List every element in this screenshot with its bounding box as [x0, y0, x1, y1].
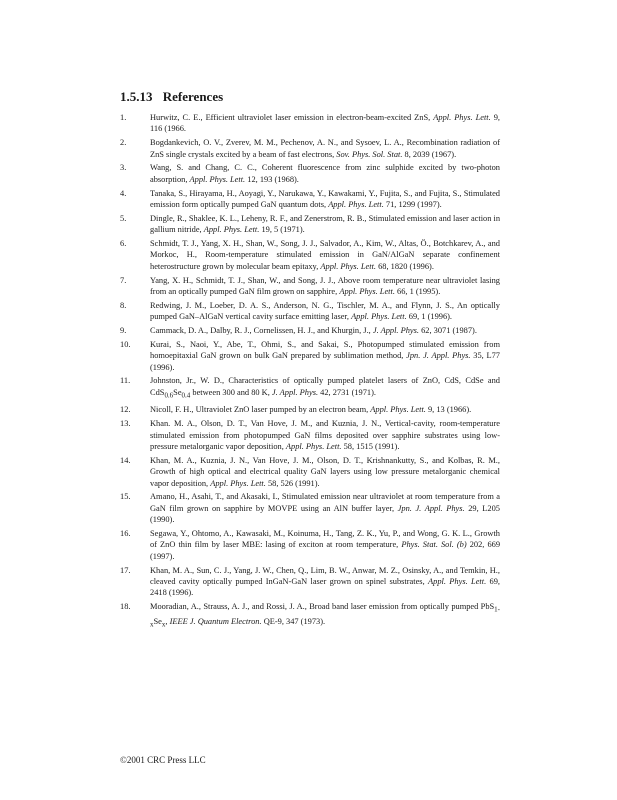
reference-journal: Appl. Phys. Lett.: [203, 225, 260, 235]
reference-number: 13.: [120, 419, 131, 429]
reference-item: [120, 565, 500, 599]
reference-authors-title: Khan. M. A., Olson, D. T., Van Hove, J. M., and Kuznia, J. N., Vertical-cavity, room-temperature stimulated emission from photopumped GaN films deposited over sapphire substrates using low-pressure metalorganic vapor deposition,: [150, 419, 500, 451]
reference-journal: Jpn. J. Appl. Phys.: [406, 351, 471, 361]
reference-volume-year: 66, 1 (1995).: [394, 287, 441, 297]
reference-item: [120, 404, 500, 415]
reference-text: [150, 491, 500, 525]
copyright-footer: ©2001 CRC Press LLC: [120, 755, 206, 765]
reference-text: [150, 404, 500, 415]
reference-number: 4.: [120, 188, 127, 198]
reference-authors-title: Amano, H., Asahi, T., and Akasaki, I., Stimulated emission near ultraviolet at room temperature from a GaN film grown on sapphire by MOVPE using an AlN buffer layer,: [150, 492, 500, 513]
reference-authors-title: Cammack, D. A., Dalby, R. J., Cornelissen, H. J., and Khurgin, J.,: [150, 326, 373, 336]
reference-volume-year: 12, 193 (1968).: [245, 174, 299, 184]
reference-journal: Appl. Phys. Lett.: [320, 261, 376, 271]
reference-item: [120, 528, 500, 562]
reference-text: [150, 300, 500, 323]
reference-authors-title: Dingle, R., Shaklee, K. L., Leheny, R. F., and Zenerstrom, R. B., Stimulated emission and laser action in gallium nitride,: [150, 213, 501, 235]
reference-journal: Appl. Phys. Lett.: [285, 441, 342, 451]
reference-authors-title: Khan, M. A., Sun, C. J., Yang, J. W., Chen, Q., Lim, B. W., Anwar, M. Z., Osinsky, A., and Temkin, H., cleaved cavity optically pumped InGaN-GaN laser grown on spinel substrates,: [150, 565, 500, 586]
reference-text-cont: between 300 and 80 K,: [190, 387, 272, 397]
reference-journal: J. Appl. Phys.: [271, 387, 319, 397]
reference-formula: Se: [153, 617, 162, 627]
reference-authors-title: Kurai, S., Naoi, Y., Abe, T., Ohmi, S., and Sakai, S., Photopumped stimulated emission from homoepitaxial GaN grown on bulk GaN prepared by sublimation method,: [150, 339, 500, 361]
reference-item: [120, 325, 500, 336]
reference-volume-year: 69, 2418 (1996).: [150, 576, 500, 598]
reference-volume-year: QE-9, 347 (1973).: [261, 617, 326, 627]
reference-authors-title: Yang, X. H., Schmidt, T. J., Shan, W., and Song, J. J., Above room temperature near ultraviolet lasing from an optically pumped GaN film grown on sapphire,: [150, 275, 500, 297]
reference-volume-year: 29, L205 (1990).: [150, 503, 500, 525]
section-title: References: [162, 89, 224, 104]
reference-text: [150, 112, 500, 135]
reference-number: 5.: [120, 213, 127, 223]
reference-text: [150, 565, 500, 599]
reference-text: [150, 137, 500, 160]
reference-journal: Jpn. J. Appl. Phys.: [397, 503, 465, 513]
reference-authors-title: Wang, S. and Chang, C. C., Coherent fluorescence from zinc sulphide excited by two-photon absorption,: [150, 163, 500, 184]
reference-item: [120, 162, 500, 185]
reference-number: 7.: [120, 275, 127, 285]
reference-number: 3.: [120, 163, 127, 173]
reference-journal: Appl. Phys. Lett.: [428, 576, 487, 586]
reference-number: 15.: [120, 492, 131, 502]
reference-volume-year: 58, 1515 (1991).: [341, 441, 400, 451]
reference-item: [120, 491, 500, 525]
reference-item: [120, 375, 500, 401]
reference-text: [150, 162, 500, 185]
reference-text: [150, 418, 500, 452]
reference-number: 8.: [120, 300, 127, 310]
reference-number: 16.: [120, 528, 131, 538]
reference-volume-year: 19, 5 (1971).: [259, 225, 305, 235]
reference-text: [150, 325, 500, 336]
reference-volume-year: 9, 116 (1966.: [150, 113, 500, 134]
reference-number: 2.: [120, 138, 127, 148]
reference-item: [120, 188, 500, 211]
reference-text: [150, 188, 500, 211]
reference-volume-year: 71, 1299 (1997).: [383, 200, 442, 210]
reference-authors-title: Bogdankevich, O. V., Zverev, M. M., Pechenov, A. N., and Sysoev, L. A., Recombination radiation of ZnS single crystals excited by a beam of fast electrons,: [150, 138, 500, 159]
reference-volume-year: 9, 13 (1966).: [425, 405, 472, 415]
reference-authors-title: Hurwitz, C. E., Efficient ultraviolet laser emission in electron-beam-excited ZnS,: [150, 113, 434, 122]
reference-authors-title: Redwing, J. M., Loeber, D. A. S., Anderson, N. G., Tischler, M. A., and Flynn, J. S., An optically pumped GaN–AlGaN vertical cavity surface emitting laser,: [150, 300, 500, 322]
reference-subscript: 1-x: [150, 605, 500, 629]
reference-journal: IEEE J. Quantum Electron.: [169, 617, 262, 627]
reference-text: [150, 238, 500, 272]
reference-authors-title: Khan, M. A., Kuznia, J. N., Van Hove, J. M., Olson, D. T., Krishnankutty, S., and Kolbas, R. M., Growth of high optical and electrical quality GaN layers using low pressure metalorganic chemical vapor deposition,: [150, 455, 500, 488]
reference-item: [120, 300, 500, 323]
reference-item: [120, 112, 500, 135]
reference-text: [150, 375, 500, 401]
reference-volume-year: 35, L77 (1996).: [150, 351, 500, 372]
section-heading: [120, 89, 223, 105]
reference-journal: Appl. Phys. Lett.: [351, 312, 407, 322]
reference-volume-year: 68, 1820 (1996).: [376, 261, 434, 271]
reference-subscript: x: [161, 620, 166, 629]
reference-item: [120, 455, 500, 489]
reference-authors-title: Schmidt, T. J., Yang, X. H., Shan, W., Song, J. J., Salvador, A., Kim, W., Altas, Ö., Botchkarev, A., and Morkoc, H., Room-temperature stimulated emission in GaN/AlGaN separate confinement heterostructure grown by molecular beam epitaxy,: [150, 239, 500, 271]
reference-number: 12.: [120, 405, 131, 415]
reference-journal: Sov. Phys. Sol. Stat.: [336, 149, 403, 159]
reference-authors-title: Nicoll, F. H., Ultraviolet ZnO laser pumped by an electron beam,: [150, 405, 371, 415]
reference-authors-title: Segawa, Y., Ohtomo, A., Kawasaki, M., Koinuma, H., Tang, Z. K., Yu, P., and Wong, G. K. L., Growth of ZnO thin film by laser MBE: lasing of exciton at room temperature,: [150, 528, 500, 550]
reference-journal: Appl. Phys. Lett.: [433, 113, 491, 122]
reference-item: [120, 275, 500, 298]
reference-authors-title: Johnston, Jr., W. D., Characteristics of optically pumped platelet lasers of ZnO, CdS, CdSe and CdS: [150, 376, 500, 397]
reference-journal: Appl. Phys. Lett.: [370, 405, 426, 415]
reference-text: [150, 213, 500, 236]
reference-item: [120, 339, 500, 373]
reference-formula: Se: [173, 387, 182, 397]
reference-text: [150, 339, 500, 373]
reference-text-cont: ,: [165, 617, 170, 627]
reference-item: [120, 601, 500, 631]
reference-number: 11.: [120, 376, 131, 386]
reference-journal: J. Appl. Phys.: [372, 326, 419, 336]
reference-number: 6.: [120, 239, 127, 249]
reference-volume-year: 69, 1 (1996).: [406, 312, 453, 322]
reference-volume-year: 42, 2731 (1971).: [318, 387, 376, 397]
reference-authors-title: Tanaka, S., Hirayama, H., Aoyagi, Y., Narukawa, Y., Kawakami, Y., Fujita, S., and Fujita, S., Stimulated emission form optically pumped GaN quantum dots,: [150, 188, 500, 210]
reference-volume-year: 58, 526 (1991).: [265, 478, 320, 488]
reference-journal: Appl. Phys. Lett.: [210, 478, 266, 488]
reference-subscript: 0.6: [164, 391, 174, 400]
reference-number: 18.: [120, 602, 131, 612]
reference-volume-year: 202, 669 (1997).: [150, 540, 501, 561]
reference-text: [150, 601, 500, 631]
reference-subscript: 0.4: [181, 391, 191, 400]
reference-item: [120, 137, 500, 160]
reference-number: 9.: [120, 326, 127, 336]
reference-journal: Appl. Phys. Lett.: [328, 200, 384, 210]
reference-text: [150, 275, 500, 298]
reference-journal: Appl. Phys. Lett.: [189, 174, 246, 184]
reference-number: 17.: [120, 565, 131, 575]
section-number: 1.5.13: [120, 89, 153, 104]
reference-item: [120, 213, 500, 236]
reference-text: [150, 528, 500, 562]
reference-number: 14.: [120, 455, 131, 465]
reference-number: 10.: [120, 339, 131, 349]
reference-authors-title: Mooradian, A., Strauss, A. J., and Rossi, J. A., Broad band laser emission from optically pumped PbS: [150, 602, 495, 612]
reference-journal: Appl. Phys. Lett.: [339, 287, 395, 297]
reference-item: [120, 418, 500, 452]
reference-list: [120, 112, 500, 634]
reference-number: 1.: [120, 113, 127, 122]
reference-text: [150, 455, 500, 489]
reference-item: [120, 238, 500, 272]
reference-volume-year: 62, 3071 (1987).: [419, 326, 477, 336]
reference-volume-year: 8, 2039 (1967).: [402, 149, 457, 159]
reference-journal: Phys. Stat. Sol. (b): [401, 540, 467, 550]
